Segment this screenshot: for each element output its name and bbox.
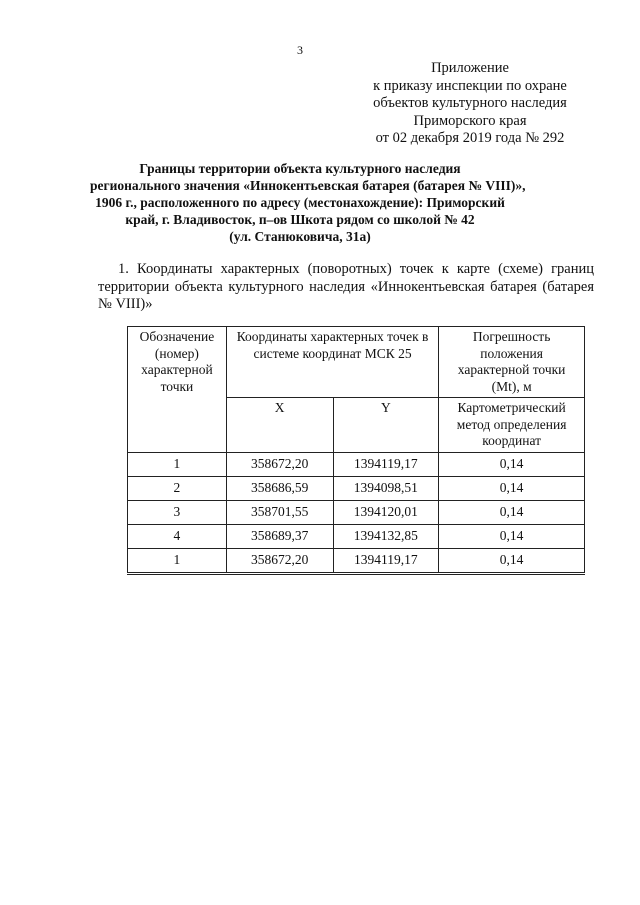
cell-y: 1394119,17 xyxy=(333,548,439,573)
header-y: Y xyxy=(333,398,439,453)
coordinates-paragraph: 1. Координаты характерных (поворотных) точек к карте (схеме) границ территории объекта культурного наследия «Иннокентьевская батарея (батарея № VIII)» xyxy=(98,261,594,312)
page-number: 3 xyxy=(297,43,303,57)
appendix-line: к приказу инспекции по охране xyxy=(373,77,567,94)
appendix-line: Приморского края xyxy=(413,112,527,129)
cell-error: 0,14 xyxy=(439,548,585,573)
appendix-line: объектов культурного наследия xyxy=(373,95,567,111)
cell-point: 2 xyxy=(128,476,227,500)
appendix-line: Приложение xyxy=(431,60,509,76)
header-coords: Координаты характерных точек в системе координат МСК 25 xyxy=(226,327,438,398)
header-point: Обозначение (номер) характерной точки xyxy=(128,327,227,453)
cell-error: 0,14 xyxy=(439,500,585,524)
table-row xyxy=(128,452,585,476)
header-error: Погрешность положения характерной точки (Mt), м xyxy=(439,327,585,398)
cell-point: 3 xyxy=(128,500,227,524)
cell-y: 1394132,85 xyxy=(333,524,439,548)
cell-y: 1394098,51 xyxy=(333,476,439,500)
title-line: край, г. Владивосток, п–ов Шкота рядом со школой № 42 xyxy=(125,212,475,227)
title-line: 1906 г., расположенного по адресу (местонахождение): Приморский xyxy=(95,195,505,210)
cell-y: 1394120,01 xyxy=(333,500,439,524)
cell-x: 358672,20 xyxy=(226,452,333,476)
table-row xyxy=(128,548,585,573)
title-line: Границы территории объекта культурного наследия xyxy=(139,161,461,176)
document-title xyxy=(90,160,526,245)
table-row xyxy=(128,500,585,524)
coordinates-table xyxy=(127,326,585,575)
appendix-line: от 02 декабря 2019 года № 292 xyxy=(375,130,565,146)
cell-x: 358701,55 xyxy=(226,500,333,524)
cell-point: 1 xyxy=(128,548,227,573)
cell-x: 358672,20 xyxy=(226,548,333,573)
appendix-block xyxy=(340,60,600,148)
cell-error: 0,14 xyxy=(439,452,585,476)
title-line: (ул. Станюковича, 31а) xyxy=(229,229,371,244)
cell-x: 358686,59 xyxy=(226,476,333,500)
cell-y: 1394119,17 xyxy=(333,452,439,476)
cell-error: 0,14 xyxy=(439,524,585,548)
title-line: регионального значения «Иннокентьевская батарея (батарея № VIII)», xyxy=(90,178,526,193)
table-header-row xyxy=(128,327,585,398)
header-x: X xyxy=(226,398,333,453)
cell-error: 0,14 xyxy=(439,476,585,500)
table-row xyxy=(128,476,585,500)
cell-point: 1 xyxy=(128,452,227,476)
cell-point: 4 xyxy=(128,524,227,548)
table-row xyxy=(128,524,585,548)
header-method: Картометрический метод определения координат xyxy=(439,398,585,453)
cell-x: 358689,37 xyxy=(226,524,333,548)
